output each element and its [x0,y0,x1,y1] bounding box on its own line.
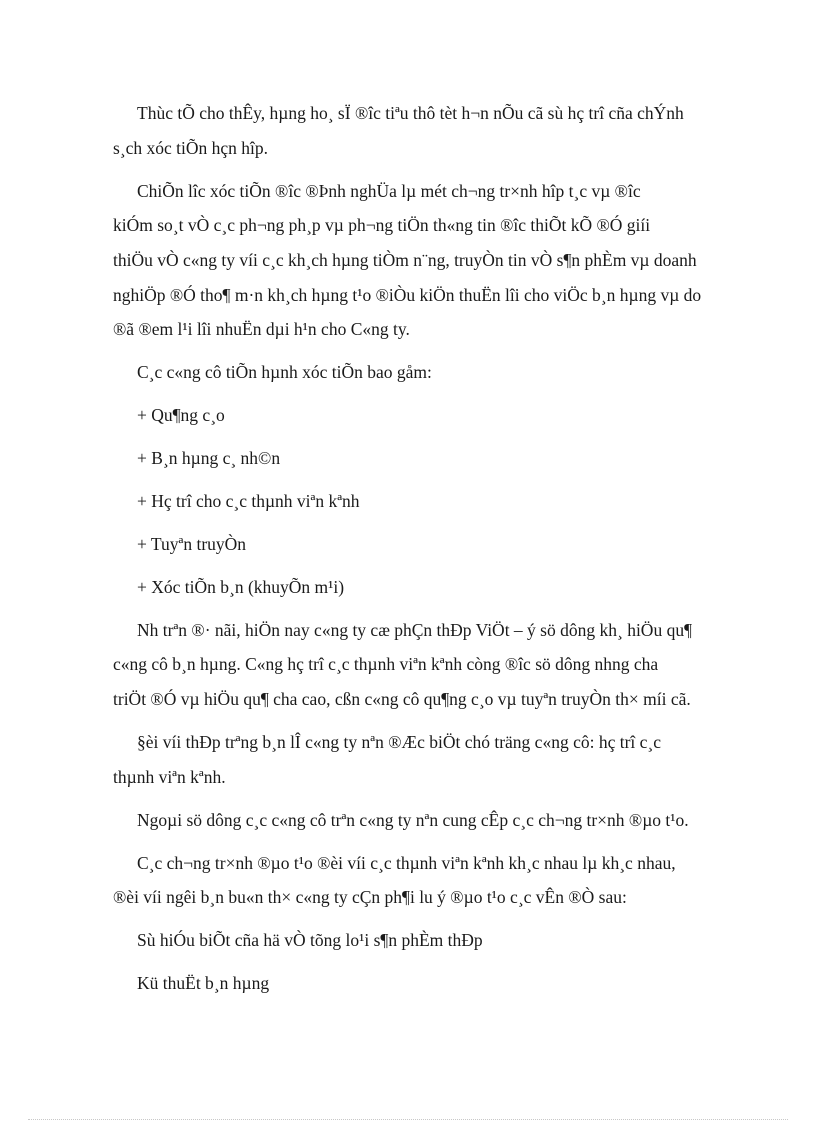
list-item: + Xóc tiÕn b¸n (khuyÕn m¹i) [137,577,345,597]
paragraph-line: s¸ch xóc tiÕn hçn hîp. [113,138,269,158]
paragraph-line: C¸c c«ng cô tiÕn hµnh xóc tiÕn bao gåm: [137,362,432,382]
list-item: + Qu¶ng c¸o [137,405,225,425]
paragraph-line: Kü thuËt b¸n hµng [137,973,270,993]
paragraph-line: C¸c ch¬ng tr×nh ®µo t¹o ®èi víi c¸c thµnh viªn kªnh kh¸c nhau lµ kh¸c nhau, [137,853,676,873]
list-item: + B¸n hµng c¸ nh©n [137,448,281,468]
paragraph-line: triÖt ®Ó vµ hiÖu qu¶ cha cao, cßn c«ng cô qu¶ng c¸o vµ tuyªn truyÒn th× míi cã. [113,689,691,709]
paragraph-line: ®ã ®em l¹i lîi nhuËn dµi h¹n cho C«ng ty. [113,319,410,339]
paragraph-line: Sù hiÓu biÕt cña hä vÒ tõng lo¹i s¶n phÈm thÐp [137,930,483,950]
list-item: + Tuyªn truyÒn [137,534,247,554]
paragraph-line: §èi víi thÐp trªng b¸n lÎ c«ng ty nªn ®Æc biÖt chó träng c«ng cô: hç trî c¸c [137,732,662,752]
paragraph-line: nghiÖp ®Ó tho¶ m·n kh¸ch hµng t¹o ®iÒu kiÖn thuËn lîi cho viÖc b¸n hµng vµ do [113,285,702,305]
page-bottom-divider [28,1119,788,1120]
paragraph-line: Thùc tÕ cho thÊy, hµng ho¸ sÏ ®îc tiªu thô tèt h¬n nÕu cã sù hç trî cña chÝnh [137,103,684,123]
paragraph-line: c«ng cô b¸n hµng. C«ng hç trî c¸c thµnh viªn kªnh còng ®îc sö dông nhng cha [113,654,659,674]
paragraph-line: Nh trªn ®· nãi, hiÖn nay c«ng ty cæ phÇn thÐp ViÖt – ý sö dông kh¸ hiÖu qu¶ [137,620,692,640]
paragraph-line: ®èi víi ngêi b¸n bu«n th× c«ng ty cÇn ph¶i lu ý ®µo t¹o c¸c vÊn ®Ò sau: [113,887,627,907]
paragraph-line: thµnh viªn kªnh. [113,767,226,787]
list-item: + Hç trî cho c¸c thµnh viªn kªnh [137,491,360,511]
paragraph-line: thiÖu vÒ c«ng ty víi c¸c kh¸ch hµng tiÒm n¨ng, truyÒn tin vÒ s¶n phÈm vµ doanh [113,250,697,270]
paragraph-line: Ngoµi sö dông c¸c c«ng cô trªn c«ng ty nªn cung cÊp c¸c ch¬ng tr×nh ®µo t¹o. [137,810,689,830]
paragraph-line: ChiÕn lîc xóc tiÕn ®îc ®Þnh nghÜa lµ mét ch¬ng tr×nh hîp t¸c vµ ®îc [137,181,641,201]
paragraph-line: kiÓm so¸t vÒ c¸c ph¬ng ph¸p vµ ph¬ng tiÖn th«ng tin ®îc thiÕt kÕ ®Ó giíi [113,215,651,235]
